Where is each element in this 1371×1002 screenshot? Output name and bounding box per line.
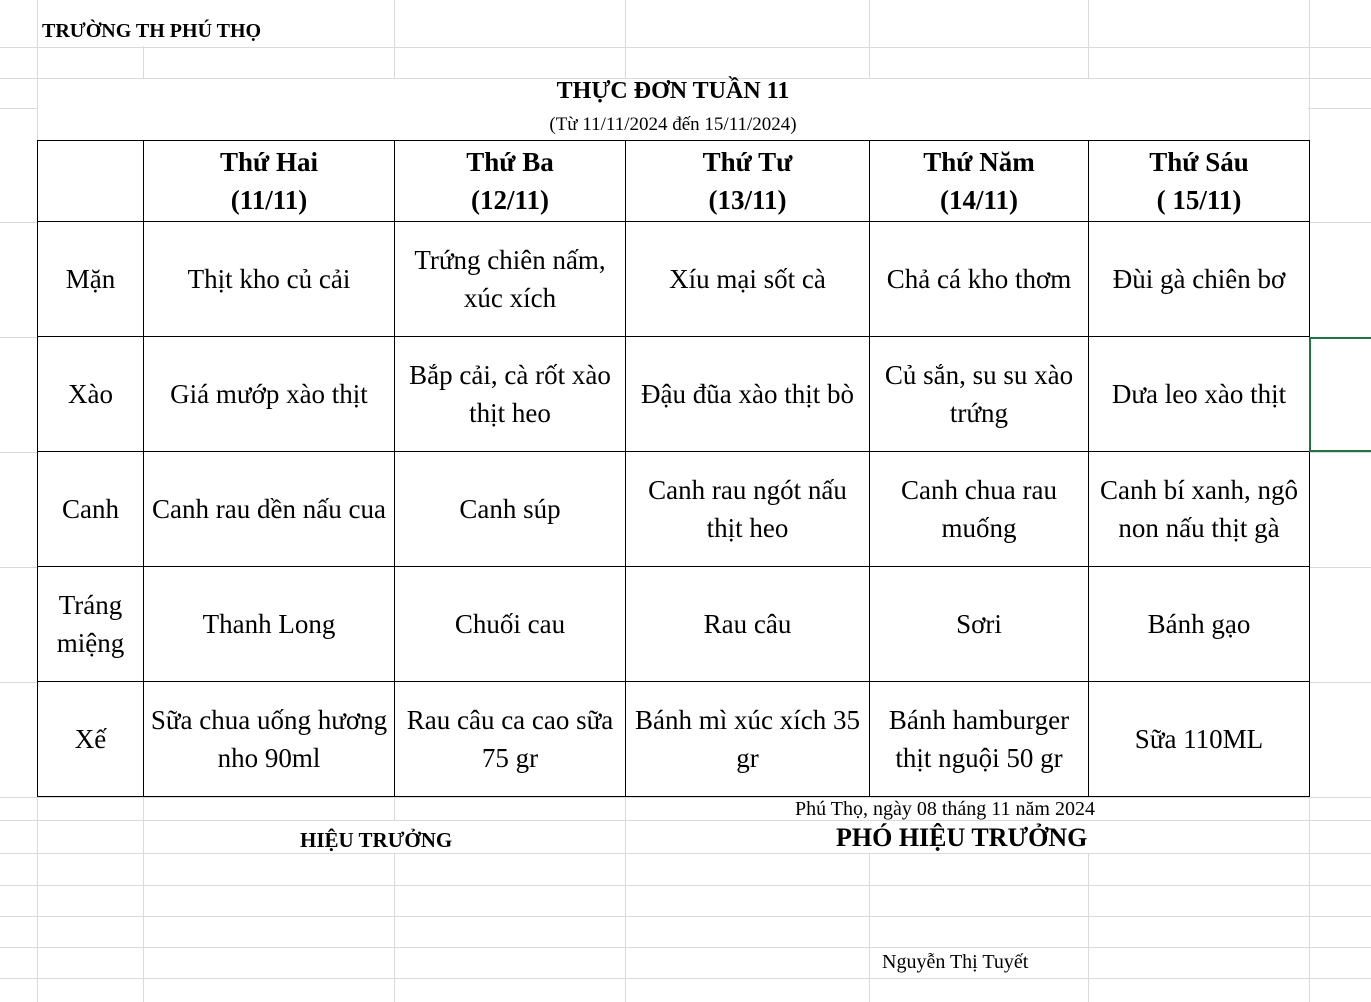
menu-cell[interactable]: Giá mướp xào thịt <box>144 337 395 452</box>
menu-cell[interactable]: Thịt kho củ cải <box>144 222 395 337</box>
menu-cell[interactable]: Dưa leo xào thịt <box>1089 337 1310 452</box>
row-label[interactable]: Canh <box>38 452 144 567</box>
day-date: (13/11) <box>708 185 787 215</box>
row-label[interactable]: Xế <box>38 682 144 797</box>
menu-cell[interactable]: Đùi gà chiên bơ <box>1089 222 1310 337</box>
menu-cell[interactable]: Xíu mại sốt cà <box>626 222 870 337</box>
menu-cell[interactable]: Canh chua rau muống <box>870 452 1089 567</box>
menu-cell[interactable]: Canh bí xanh, ngô non nấu thịt gà <box>1089 452 1310 567</box>
day-date: ( 15/11) <box>1156 185 1242 215</box>
menu-cell[interactable]: Chuối cau <box>395 567 626 682</box>
day-name: Thứ Ba <box>466 147 554 177</box>
menu-cell[interactable]: Rau câu ca cao sữa 75 gr <box>395 682 626 797</box>
menu-cell[interactable]: Sữa chua uống hương nho 90ml <box>144 682 395 797</box>
menu-cell[interactable]: Bánh hamburger thịt nguội 50 gr <box>870 682 1089 797</box>
weekly-menu-table <box>37 140 1310 797</box>
principal-title[interactable]: HIỆU TRƯỞNG <box>300 828 453 852</box>
menu-cell[interactable]: Sữa 110ML <box>1089 682 1310 797</box>
signer-name[interactable]: Nguyễn Thị Tuyết <box>882 951 1029 973</box>
menu-cell[interactable]: Đậu đũa xào thịt bò <box>626 337 870 452</box>
menu-cell[interactable]: Canh rau ngót nấu thịt heo <box>626 452 870 567</box>
menu-cell[interactable]: Sơri <box>870 567 1089 682</box>
day-name: Thứ Tư <box>702 147 793 177</box>
day-header-tuesday[interactable] <box>395 141 626 222</box>
row-label[interactable]: Tráng miệng <box>38 567 144 682</box>
menu-cell[interactable]: Bánh mì xúc xích 35 gr <box>626 682 870 797</box>
day-date: (11/11) <box>230 185 308 215</box>
menu-cell[interactable]: Bánh gạo <box>1089 567 1310 682</box>
day-header-thursday[interactable] <box>870 141 1089 222</box>
table-row-trang-mieng <box>38 567 1310 682</box>
day-header-wednesday[interactable] <box>626 141 870 222</box>
row-label[interactable]: Mặn <box>38 222 144 337</box>
day-header-friday[interactable] <box>1089 141 1310 222</box>
menu-cell[interactable]: Củ sắn, su su xào trứng <box>870 337 1089 452</box>
menu-cell[interactable]: Trứng chiên nấm, xúc xích <box>395 222 626 337</box>
menu-cell[interactable]: Canh súp <box>395 452 626 567</box>
menu-cell[interactable]: Chả cá kho thơm <box>870 222 1089 337</box>
day-date: (14/11) <box>940 185 1018 215</box>
table-row-xao <box>38 337 1310 452</box>
day-date: (12/11) <box>471 185 549 215</box>
signature-date[interactable]: Phú Thọ, ngày 08 tháng 11 năm 2024 <box>795 798 1095 820</box>
day-name: Thứ Sáu <box>1149 147 1249 177</box>
vice-principal-title[interactable]: PHÓ HIỆU TRƯỞNG <box>836 823 1088 852</box>
day-header-monday[interactable] <box>144 141 395 222</box>
corner-cell[interactable] <box>38 141 144 222</box>
menu-cell[interactable]: Thanh Long <box>144 567 395 682</box>
menu-date-range[interactable]: (Từ 11/11/2024 đến 15/11/2024) <box>549 114 797 135</box>
menu-title[interactable]: THỰC ĐƠN TUẦN 11 <box>556 78 790 104</box>
table-row-xe <box>38 682 1310 797</box>
menu-cell[interactable]: Canh rau dền nấu cua <box>144 452 395 567</box>
active-cell-selection[interactable] <box>1309 337 1371 452</box>
table-header-row <box>38 141 1310 222</box>
day-name: Thứ Hai <box>220 147 318 177</box>
menu-cell[interactable]: Bắp cải, cà rốt xào thịt heo <box>395 337 626 452</box>
table-row-canh <box>38 452 1310 567</box>
day-name: Thứ Năm <box>923 147 1035 177</box>
row-label[interactable]: Xào <box>38 337 144 452</box>
table-row-man <box>38 222 1310 337</box>
school-name[interactable]: TRƯỜNG TH PHÚ THỌ <box>42 20 262 42</box>
menu-cell[interactable]: Rau câu <box>626 567 870 682</box>
